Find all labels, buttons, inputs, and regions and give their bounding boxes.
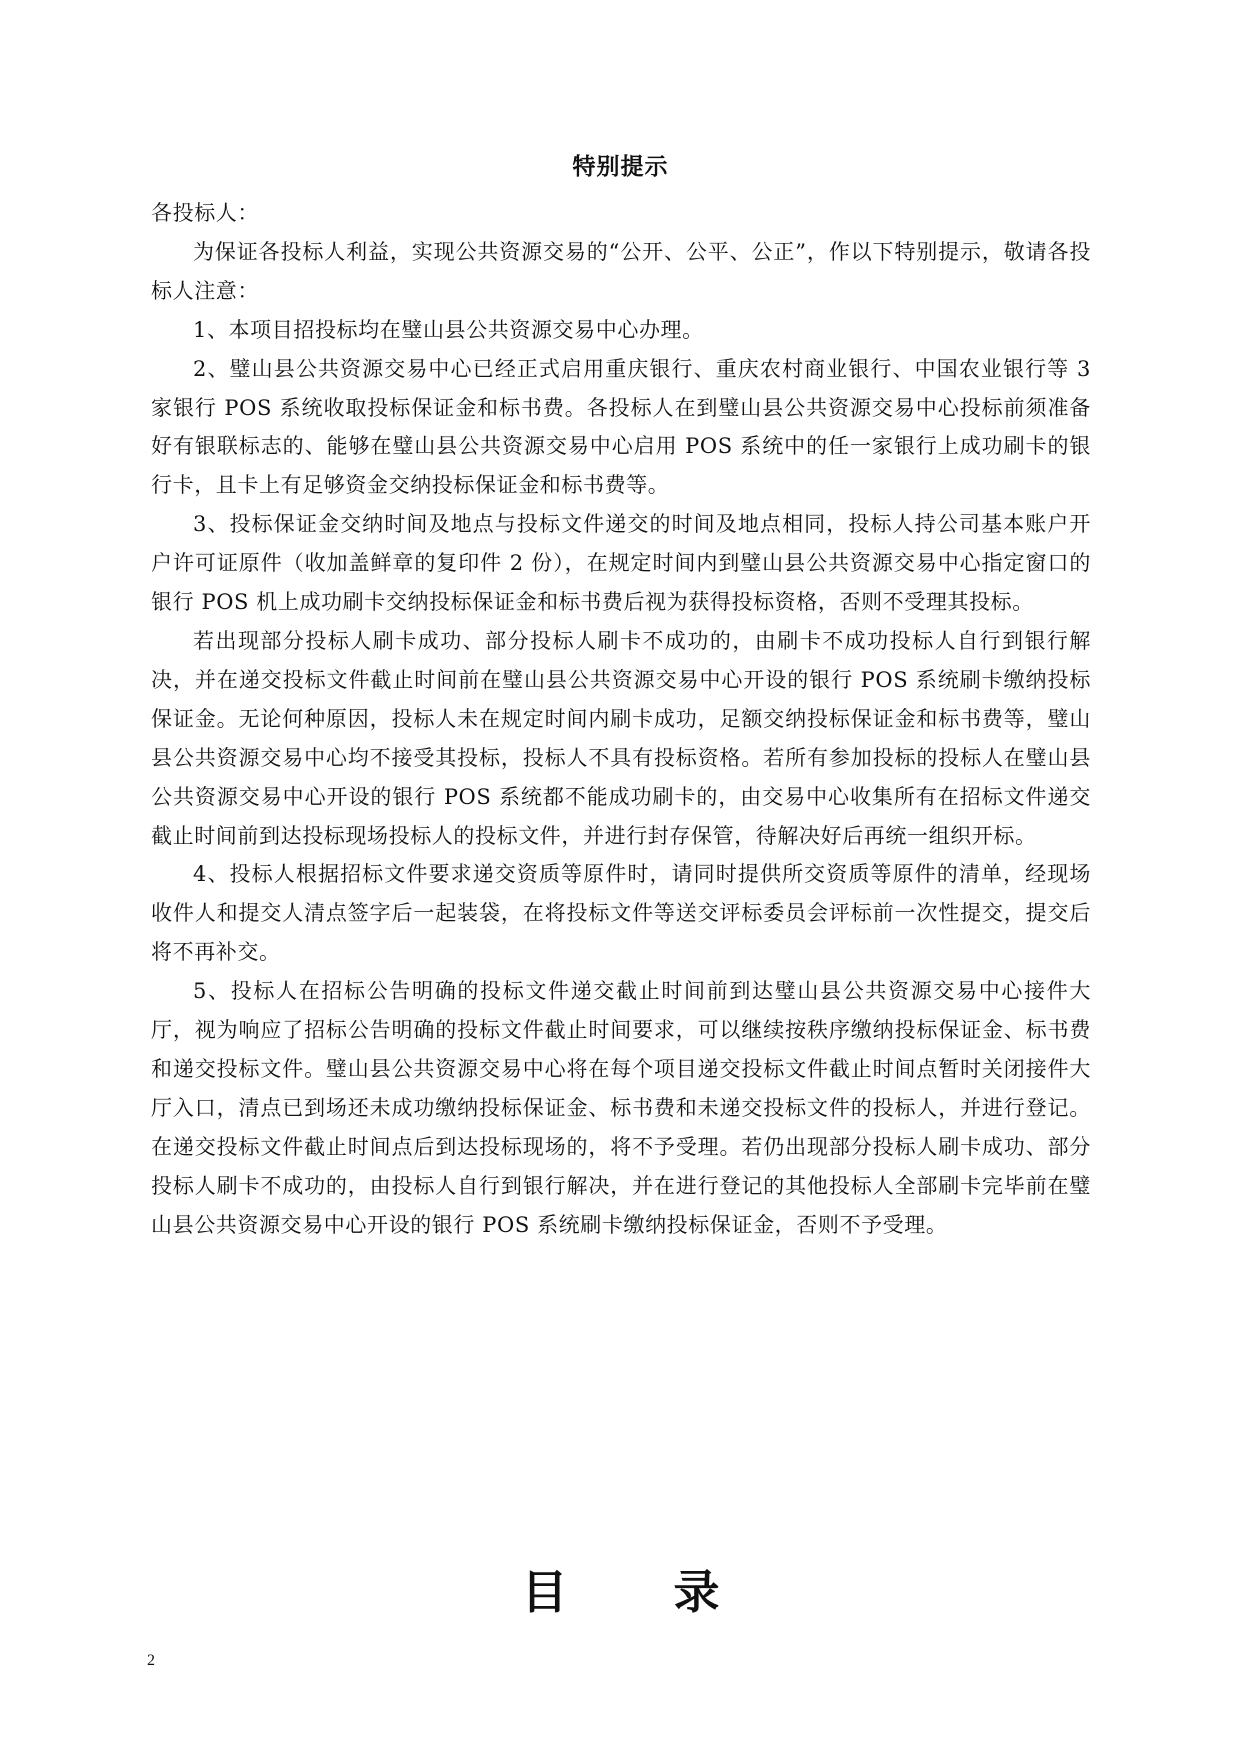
paragraph-card-failure: 若出现部分投标人刷卡成功、部分投标人刷卡不成功的，由刷卡不成功投标人自行到银行解决，并在递交投标文件截止时间前在璧山县公共资源交易中心开设的银行 POS 系统刷卡缴纳投标保证金。无论何种原因，投标人未在规定时间内刷卡成功，足额交纳投标保证金和标书费等，璧山县公共资源交易中心均不接受其投标，投标人不具有投标资格。若所有参加投标的投标人在璧山县公共资源交易中心开设的银行 POS 系统都不能成功刷卡的，由交易中心收集所有在招标文件递交截止时间前到达投标现场投标人的投标文件，并进行封存保管，待解决好后再统一组织开标。 — [151, 628, 1091, 848]
paragraph-intro: 为保证各投标人利益，实现公共资源交易的“公开、公平、公正”，作以下特别提示，敬请各投标人注意： — [151, 239, 1091, 303]
paragraph-item-5: 5、投标人在招标公告明确的投标文件递交截止时间前到达璧山县公共资源交易中心接件大厅，视为响应了招标公告明确的投标文件截止时间要求，可以继续按秩序缴纳投标保证金、标书费和递交投标文件。璧山县公共资源交易中心将在每个项目递交投标文件截止时间点暂时关闭接件大厅入口，清点已到场还未成功缴纳投标保证金、标书费和未递交投标文件的投标人，并进行登记。在递交投标文件截止时间点后到达投标现场的，将不予受理。若仍出现部分投标人刷卡成功、部分投标人刷卡不成功的，由投标人自行到银行解决，并在进行登记的其他投标人全部刷卡完毕前在璧山县公共资源交易中心开设的银行 POS 系统刷卡缴纳投标保证金，否则不予受理。 — [151, 979, 1091, 1237]
toc-heading-char-1: 目 — [521, 1565, 568, 1619]
salutation: 各投标人： — [151, 201, 259, 225]
paragraph-item-1: 1、本项目招投标均在璧山县公共资源交易中心办理。 — [193, 317, 704, 342]
paragraph-item-3: 3、投标保证金交纳时间及地点与投标文件递交的时间及地点相同，投标人持公司基本账户开户许可证原件（收加盖鲜章的复印件 2 份），在规定时间内到璧山县公共资源交易中心指定窗口的银行 POS 机上成功刷卡交纳投标保证金和标书费后视为获得投标资格，否则不受理其投标。 — [151, 512, 1091, 615]
paragraph-item-4: 4、投标人根据招标文件要求递交资质等原件时，请同时提供所交资质等原件的清单，经现场收件人和提交人清点签字后一起装袋，在将投标文件等送交评标委员会评标前一次性提交，提交后将不再补交。 — [151, 862, 1091, 965]
page-number: 2 — [147, 1652, 155, 1669]
toc-heading-char-2: 录 — [673, 1565, 720, 1619]
notice-body — [151, 194, 1091, 1244]
paragraph-item-2: 2、璧山县公共资源交易中心已经正式启用重庆银行、重庆农村商业银行、中国农业银行等 3 家银行 POS 系统收取投标保证金和标书费。各投标人在到璧山县公共资源交易中心投标前须准备好有银联标志的、能够在璧山县公共资源交易中心启用 POS 系统中的任一家银行上成功刷卡的银行卡，且卡上有足够资金交纳投标保证金和标书费等。 — [151, 356, 1091, 498]
table-of-contents-heading — [0, 1556, 1241, 1622]
page-title: 特别提示 — [572, 154, 669, 180]
